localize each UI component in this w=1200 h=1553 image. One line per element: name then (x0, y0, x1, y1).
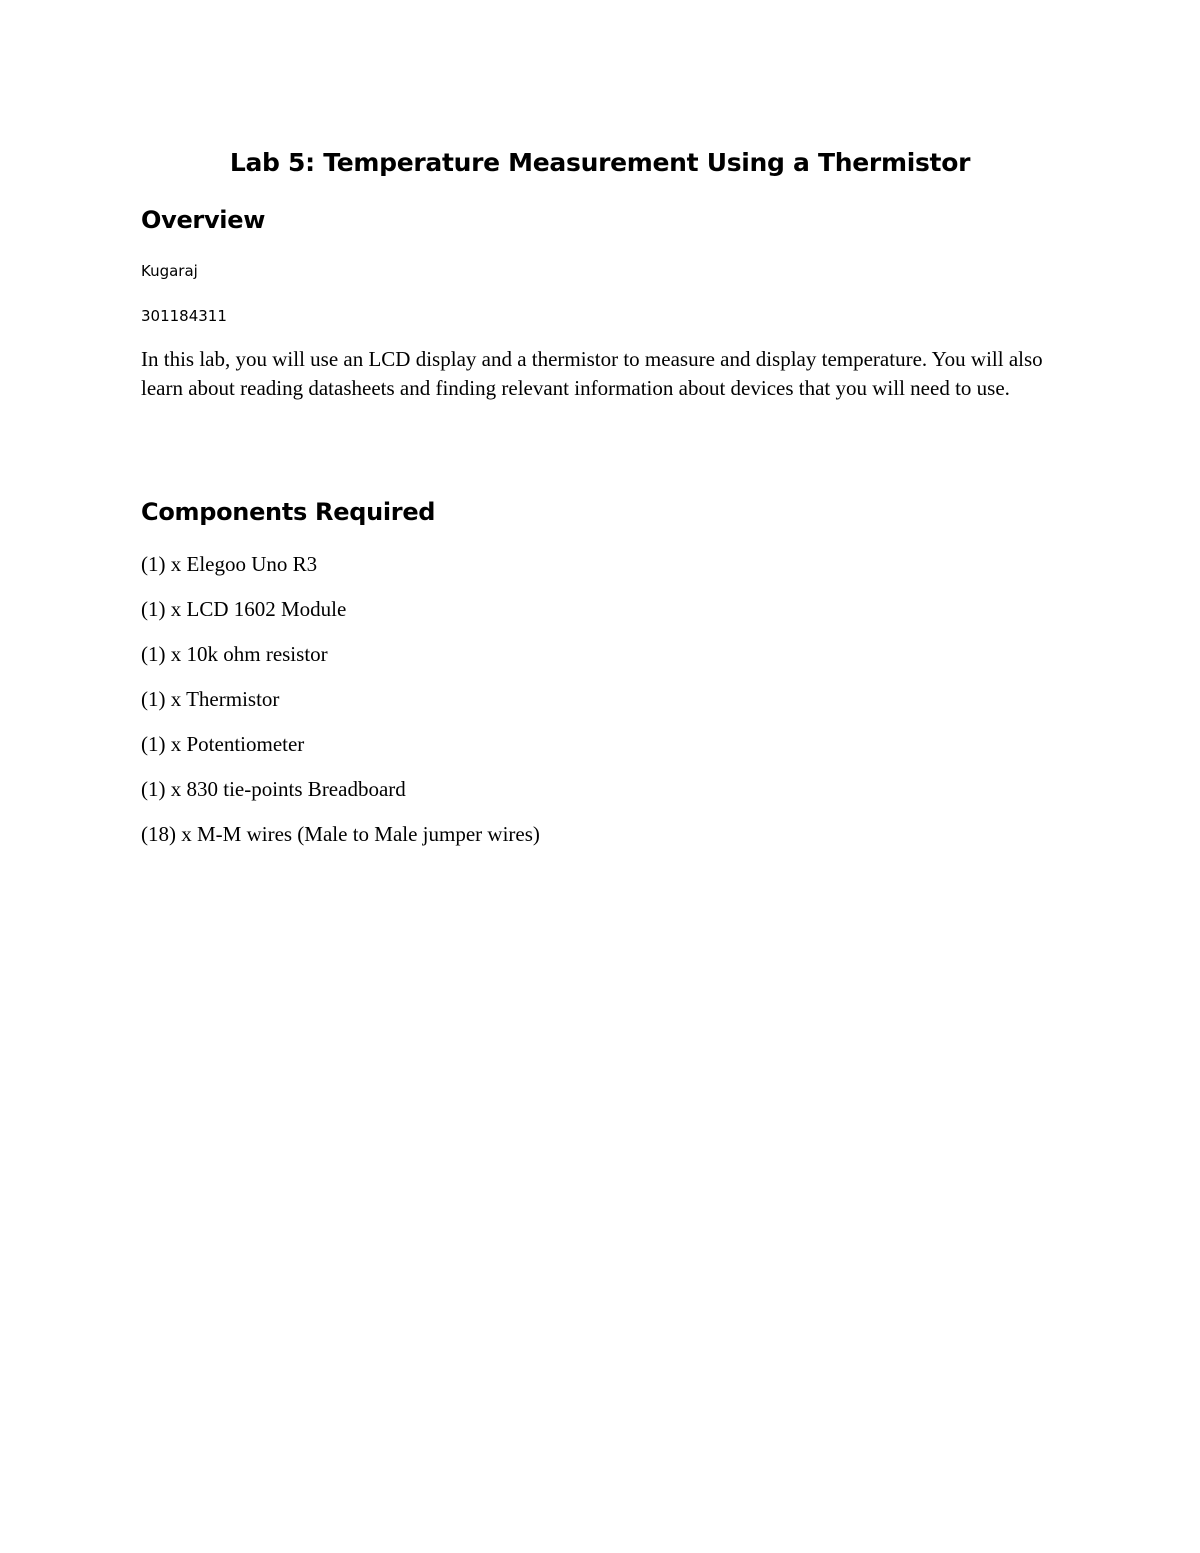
list-item: (1) x Elegoo Uno R3 (141, 552, 318, 576)
components-list (141, 549, 540, 864)
list-item: (1) x 830 tie-points Breadboard (141, 777, 406, 801)
list-item: (1) x 10k ohm resistor (141, 642, 328, 666)
document-title: Lab 5: Temperature Measurement Using a Thermistor (229, 148, 971, 177)
list-item: (1) x Potentiometer (141, 732, 305, 756)
list-item: (1) x LCD 1602 Module (141, 597, 347, 621)
overview-heading: Overview (141, 206, 266, 234)
list-item: (1) x Thermistor (141, 687, 280, 711)
student-id: 301184311 (141, 307, 227, 325)
author-name: Kugaraj (141, 262, 198, 280)
list-item: (18) x M-M wires (Male to Male jumper wires) (141, 822, 540, 846)
components-heading: Components Required (141, 498, 436, 526)
overview-paragraph: In this lab, you will use an LCD display and a thermistor to measure and display temperature. You will also learn about reading datasheets and finding relevant information about devices that you will need to use. (141, 347, 1043, 400)
